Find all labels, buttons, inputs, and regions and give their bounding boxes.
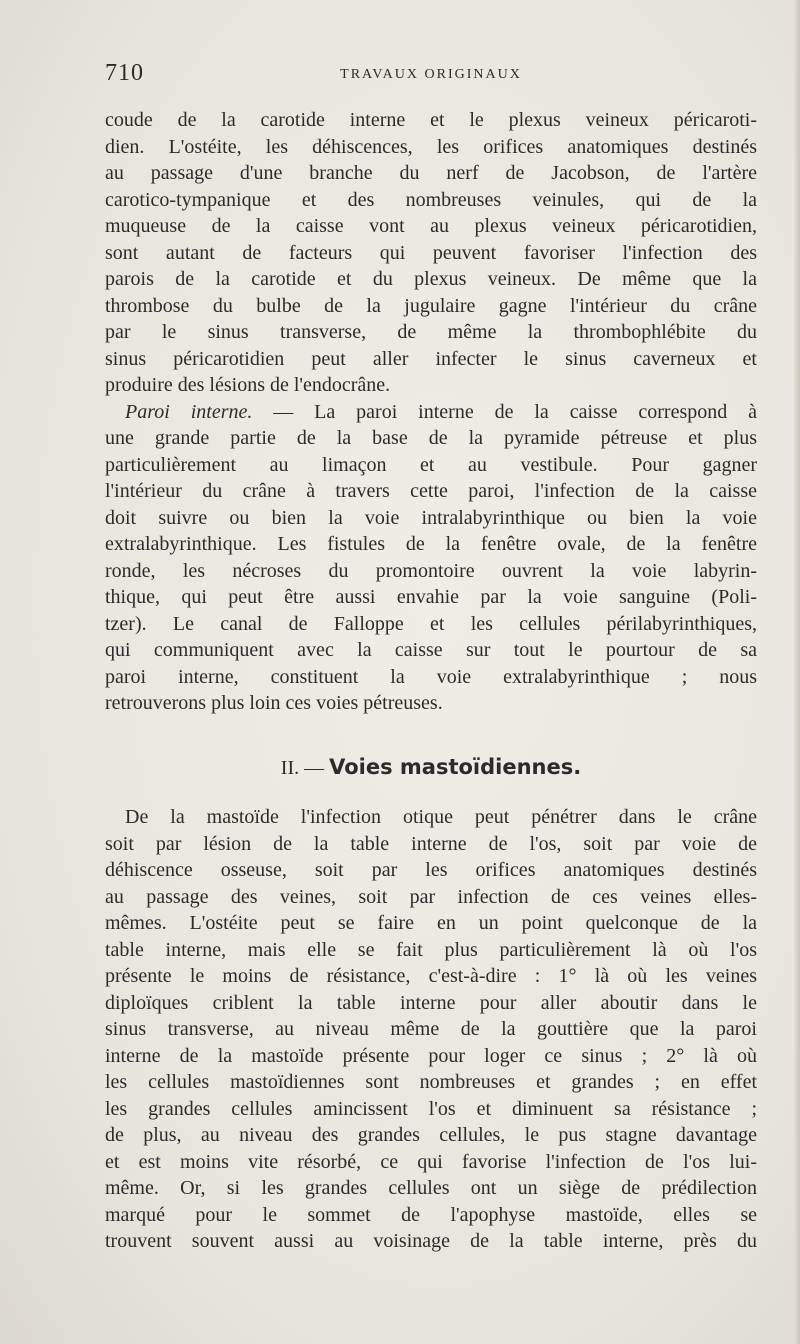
section-title: Voies mastoïdiennes. [329,755,582,779]
italic-subheading: Paroi interne. [125,400,253,423]
text-line: sont autant de facteurs qui peuvent favoriser l'infection des [105,241,757,264]
text-line: au passage des veines, soit par infection de ces veines elles- [105,885,757,908]
text-line: coude de la carotide interne et le plexus veineux péricaroti- [105,109,757,131]
text-line: retrouverons plus loin ces voies pétreuses. [105,692,443,714]
text-line: doit suivre ou bien la voie intralabyrinthique ou bien la voie [105,506,757,529]
text-line: paroi interne, constituent la voie extralabyrinthique ; nous [105,665,757,688]
text-line: soit par lésion de la table interne de l'os, soit par voie de [105,832,757,855]
text-line: une grande partie de la base de la pyramide pétreuse et plus [105,427,757,449]
text-line: interne de la mastoïde présente pour loger ce sinus ; 2° là où [105,1044,757,1067]
running-head: TRAVAUX ORIGINAUX [340,67,522,82]
text-line: particulièrement au limaçon et au vestibule. Pour gagner [105,453,757,476]
body-text-bottom [105,804,757,1255]
text-line: produire des lésions de l'endocrâne. [105,374,391,396]
text-line: diploïques criblent la table interne pour aller aboutir dans le [105,991,757,1014]
page-edge-shadow [794,0,800,1344]
page-number: 710 [105,60,144,86]
text-line: De la mastoïde l'infection otique peut pénétrer dans le crâne [125,806,757,828]
text-line: ronde, les nécroses du promontoire ouvrent la voie labyrin- [105,559,757,582]
text-line: les cellules mastoïdiennes sont nombreuses et grandes ; en effet [105,1071,757,1093]
section-heading [105,755,757,785]
text-line: parois de la carotide et du plexus veineux. De même que la [105,268,757,290]
text-line: de plus, au niveau des grandes cellules, le pus stagne davantage [105,1124,757,1146]
page-header [105,60,757,90]
text-line: extralabyrinthique. Les fistules de la fenêtre ovale, de la fenêtre [105,533,757,555]
text-line: et est moins vite résorbé, ce qui favorise l'infection de l'os lui- [105,1150,757,1173]
text-line: thrombose du bulbe de la jugulaire gagne l'intérieur du crâne [105,294,757,317]
text-line: les grandes cellules amincissent l'os et diminuent sa résistance ; [105,1097,757,1120]
body-text-top [105,107,757,717]
text-line: dien. L'ostéite, les déhiscences, les orifices anatomiques destinés [105,135,757,158]
lead-line-rest: — La paroi interne de la caisse correspond à [252,400,757,423]
text-line: marqué pour le sommet de l'apophyse mastoïde, elles se [105,1203,757,1226]
text-line: table interne, mais elle se fait plus particulièrement là où l'os [105,938,757,961]
text-line: déhiscence osseuse, soit par les orifices anatomiques destinés [105,859,757,881]
text-line: thique, qui peut être aussi envahie par la voie sanguine (Poli- [105,586,757,608]
text-line: présente le moins de résistance, c'est-à-dire : 1° là où les veines [105,965,757,987]
text-line: au passage d'une branche du nerf de Jacobson, de l'artère [105,162,757,184]
text-line: même. Or, si les grandes cellules ont un siège de prédilection [105,1177,757,1199]
text-line: trouvent souvent aussi au voisinage de la table interne, près du [105,1230,757,1252]
text-line: mêmes. L'ostéite peut se faire en un point quelconque de la [105,912,757,934]
text-line: qui communiquent avec la caisse sur tout le pourtour de sa [105,639,757,661]
text-line: sinus péricarotidien peut aller infecter le sinus caverneux et [105,347,757,370]
text-line: l'intérieur du crâne à travers cette paroi, l'infection de la caisse [105,480,757,502]
text-line: par le sinus transverse, de même la thrombophlébite du [105,321,757,343]
text-line: muqueuse de la caisse vont au plexus veineux péricarotidien, [105,215,757,237]
text-line: sinus transverse, au niveau même de la gouttière que la paroi [105,1018,757,1040]
section-number: II. — [280,757,330,779]
paragraph-lead-line [105,399,757,426]
text-line: carotico-tympanique et des nombreuses veinules, qui de la [105,188,757,211]
text-line: tzer). Le canal de Falloppe et les cellules périlabyrinthiques, [105,612,757,635]
